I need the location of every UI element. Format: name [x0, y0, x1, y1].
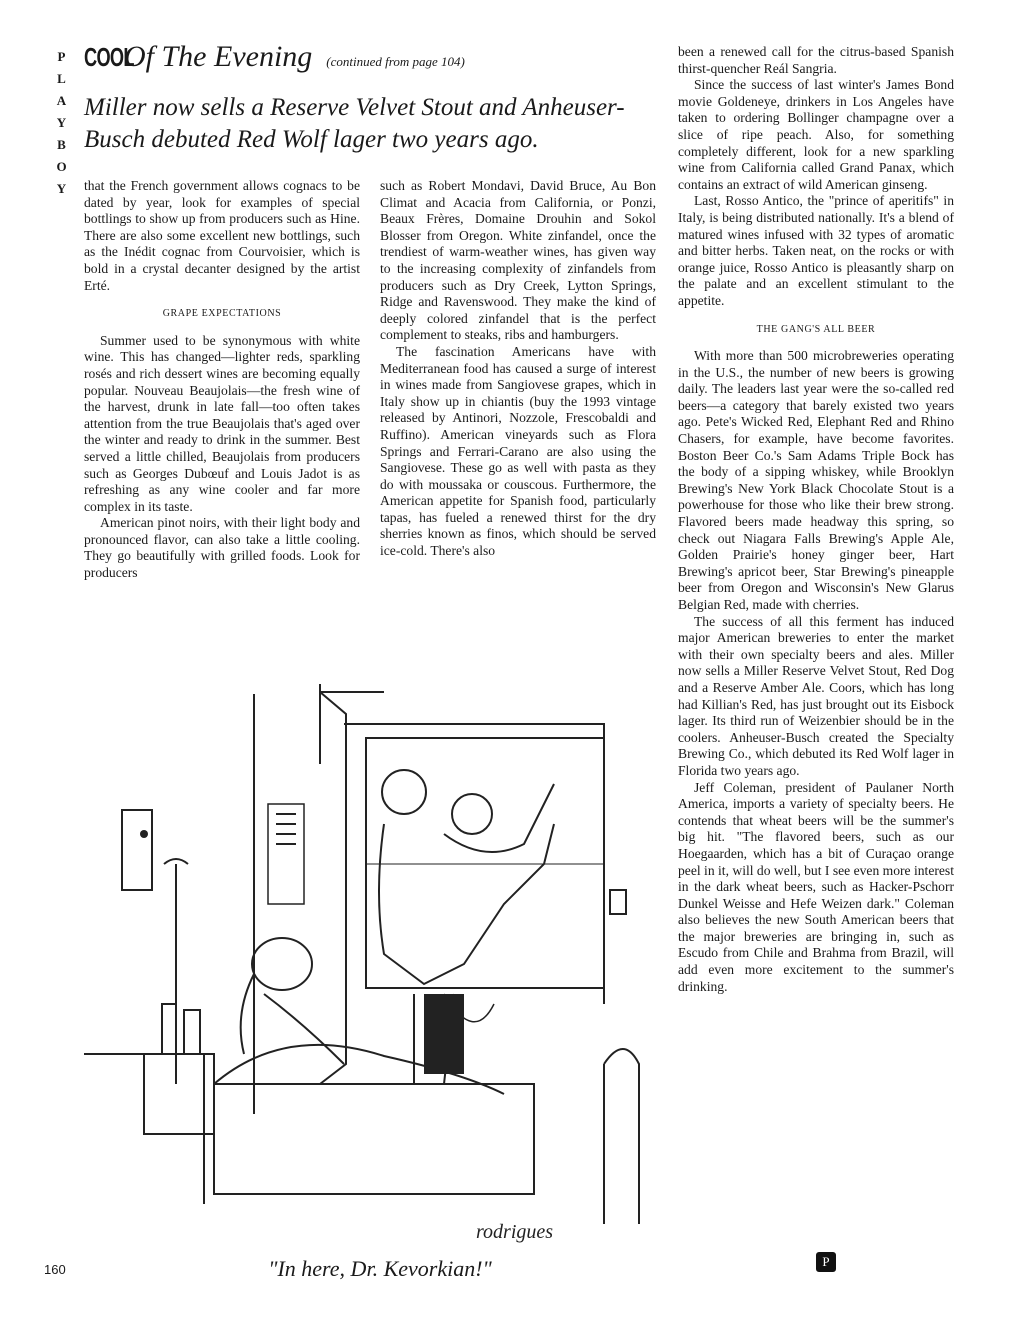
brand-letter: Y	[56, 181, 68, 196]
cartoon-caption: "In here, Dr. Kevorkian!"	[268, 1256, 492, 1281]
paragraph: Since the success of last winter's James Bond movie Goldeneye, drinkers in Los Angeles have taken to ordering Bollinger champagne over a slice of ripe peach. Also, for something completely different, look for a new sparkling wine from California called Grand Panax, which contains an extract of wild American ginseng.	[678, 77, 954, 192]
brand-letter: P	[57, 49, 67, 64]
paragraph: that the French government allows cognacs to be dated by year, look for examples of special bottlings to show up from producers such as Hine. There are also some excellent new bottlings, such as the Inédit cognac from Courvoisier, which is bold in a crystal decanter designed by the artist Erté.	[84, 178, 360, 293]
bunny-end-mark-icon: P	[816, 1252, 836, 1272]
paragraph: American pinot noirs, with their light body and pronounced flavor, can also take a little cooling. They go beautifully with grilled foods. Look for producers	[84, 515, 360, 581]
subhead-grape-expectations: GRAPE EXPECTATIONS	[162, 308, 282, 320]
paragraph: Last, Rosso Antico, the "prince of aperitifs" in Italy, is being distributed nationally. It's a blend of matured wines infused with 32 types of aromatic and bitter herbs. Taken neat, on the rocks or with orange juice, Rosso Antico is pleasantly sharp on the palate and an excellent stimulant to the appetite.	[678, 193, 954, 308]
deck-quote: Miller now sells a Reserve Velvet Stout and Anheuser-Busch debuted Red Wolf lager two years ago.	[84, 94, 625, 153]
continued-note: (continued from page 104)	[326, 54, 465, 69]
brand-letter: O	[56, 159, 68, 174]
column-1	[84, 178, 360, 582]
cartoon-illustration	[84, 664, 644, 1252]
paragraph: Jeff Coleman, president of Paulaner North America, imports a variety of specialty beers. He contends that wheat beers will be the summer's big hit. "The flavored beers, such as our Hoegaarden, which has a bit of Curaçao orange peel in it, will do well, but I see even more interest in the dark wheat beers, such as Hacker-Pschorr Dunkel Weisse and Hefe Weizen dark." Coleman also believes the new South American beers that the major breweries are bringing in, such as Escudo from Chile and Brahma from Brazil, will add even more excitement to the summer's drinking.	[678, 779, 954, 994]
brand-letter: Y	[56, 115, 68, 130]
paragraph: been a renewed call for the citrus-based Spanish thirst-quencher Reál Sangria.	[678, 44, 954, 76]
header-cool: COOL	[84, 42, 134, 72]
brand-letter: B	[57, 137, 67, 152]
section-header	[84, 40, 465, 80]
brand-letter: A	[56, 93, 68, 108]
cartoon-signature: rodrigues	[476, 1221, 554, 1243]
page-number: 160	[44, 1262, 66, 1277]
header-title: Of The Evening	[124, 40, 313, 73]
paragraph: The fascination Americans have with Mediterranean food has caused a surge of interest in wines made from Sangiovese grapes, which in Italy show up in chiantis (buy the 1993 vintage released by Antinori, Nozzole, Frescobaldi and Ruffino). American vineyards such as Flora Springs and Ferrari-Carano are also using the Sangiovese. These go as well with pasta as they do with moussaka or couscous. Furthermore, the American appetite for Spanish food, particularly tapas, has fueled a renewed thirst for the dry sherries known as finos, which should be served ice-cold. There's also	[380, 343, 656, 559]
paragraph: Summer used to be synonymous with white wine. This has changed—lighter reds, sparkling rosés and rich dessert wines are becoming equally popular. Nouveau Beaujolais—the fresh wine of the harvest, drunk in late fall—too often takes attention from the true Beaujolais that's aged over the winter and ready to drink in the summer. Best served a little chilled, Beaujolais from producers such as Georges Dubœuf and Louis Jadot is as refreshing as any wine cooler and far more complex in its taste.	[84, 332, 360, 514]
brand-letter: L	[57, 71, 67, 86]
column-2	[380, 178, 656, 560]
paragraph: such as Robert Mondavi, David Bruce, Au Bon Climat and Acacia from California, or Ponzi, Beaux Frères, Domaine Drouhin and Sokol Blosser from Oregon. White zinfandel, once the trendiest of warm-weather wines, has given way to the increasing complexity of zinfandels from producers such as Dry Creek, Lytton Springs, Ridge and Ravenswood. They make the kind of deeply colored zinfandel that is the perfect complement to steaks, ribs and hamburgers.	[380, 178, 656, 343]
column-3	[678, 44, 954, 995]
subhead-gangs-all-beer: THE GANG'S ALL BEER	[756, 323, 876, 335]
playboy-vertical-logo	[52, 46, 72, 200]
paragraph: With more than 500 microbreweries operating in the U.S., the number of new beers is growing daily. The leaders last year were the so-called red beers—a category that barely existed two years ago. Pete's Wicked Red, Elephant Red and Rhino Chasers, for example, have become favorites. Boston Beer Co.'s Sam Adams Triple Bock has the body of a sipping whiskey, while Brooklyn Brewing's New York Black Chocolate Stout is a powerhouse for those who like their brew strong. Flavored beers made headway this spring, so check out Niagara Falls Brewing's Apple Ale, Golden Prairie's honey ginger beer, Hart Brewing's apricot beer, Star Brewing's pineapple beer from Oregon and Wisconsin's New Glarus Belgian Red, made with cherries.	[678, 348, 954, 612]
paragraph: The success of all this ferment has induced major American breweries to enter the market with their own specialty beers and ales. Miller now sells a Miller Reserve Velvet Stout, Red Dog and a Reserve Amber Ale. Coors, which has long had Killian's Red, has just brought out its Eisbock lager. Its third run of Weizenbier should be in the coolers. Anheuser-Busch created the Specialty Brewing Co., which debuted its Red Wolf lager in Florida two years ago.	[678, 613, 954, 778]
